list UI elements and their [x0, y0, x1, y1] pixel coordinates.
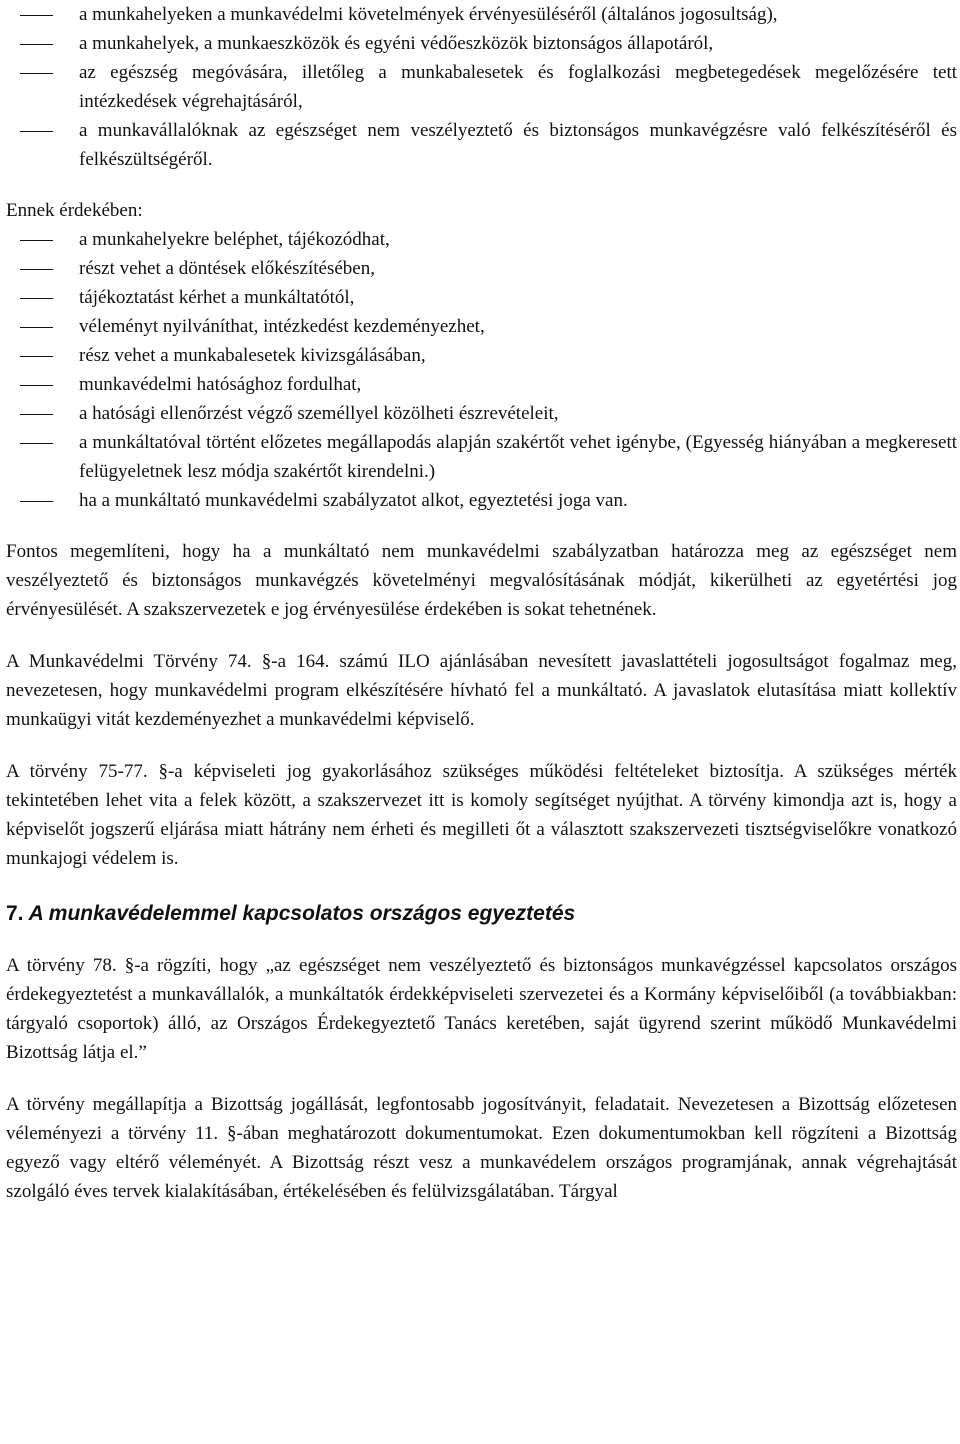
list-item: a munkahelyekre beléphet, tájékozódhat,	[6, 225, 957, 254]
section-heading	[6, 899, 957, 928]
list-item: a munkáltatóval történt előzetes megállapodás alapján szakértőt vehet igénybe, (Egyesség hiányában a megkeresett felügyeletnek lesz módja szakértőt kirendelni.)	[6, 428, 957, 486]
list-item: rész vehet a munkabalesetek kivizsgálásában,	[6, 341, 957, 370]
section-number: 7.	[6, 902, 24, 925]
powers-list	[6, 225, 957, 515]
list-item: a hatósági ellenőrzést végző személlyel közölheti észrevételeit,	[6, 399, 957, 428]
list-item: az egészség megóvására, illetőleg a munkabalesetek és foglalkozási megbetegedések megelőzésére tett intézkedések végrehajtásáról,	[6, 58, 957, 116]
paragraph-74: A Munkavédelmi Törvény 74. §-a 164. számú ILO ajánlásában nevesített javaslattételi jogosultságot fogalmaz meg, nevezetesen, hogy munkavédelmi program elkészítésére hívható fel a munkáltató. A javaslatok elutasítása miatt kollektív munkaügyi vitát kezdeményezhet a munkavédelmi képviselő.	[6, 651, 957, 730]
list-item: a munkavállalóknak az egészséget nem veszélyeztető és biztonságos munkavégzésre való felkészítéséről és felkészültségéről.	[6, 116, 957, 174]
list-item: tájékoztatást kérhet a munkáltatótól,	[6, 283, 957, 312]
paragraph-75-77: A törvény 75-77. §-a képviseleti jog gyakorlásához szükséges működési feltételeket biztosítja. A szükséges mérték tekintetében lehet vita a felek között, a szakszervezet itt is komoly segítséget nyújthat. A törvény kimondja azt is, hogy a képviselőt jogszerű eljárása miatt hátrány nem érheti és megilleti őt a választott szakszervezeti tisztségviselőkre vonatkozó munkajogi védelem is.	[6, 761, 957, 869]
paragraph-bizottsag: A törvény megállapítja a Bizottság jogállását, legfontosabb jogosítványit, feladatait. Nevezetesen a Bizottság előzetesen véleményezi a törvény 11. §-ában meghatározott dokumentumokat. Ezen dokumentumokban kell rögzíteni a Bizottság egyező vagy eltérő véleményét. A Bizottság részt vesz a munkavédelem országos programjának, annak végrehajtását szolgáló éves tervek kialakításában, értékelésében és felülvizsgálatában. Tárgyal	[6, 1094, 957, 1202]
list-item: a munkahelyeken a munkavédelmi követelmények érvényesüléséről (általános jogosultság),	[6, 0, 957, 29]
list-item: részt vehet a döntések előkészítésében,	[6, 254, 957, 283]
rights-list	[6, 0, 957, 174]
list-item: a munkahelyek, a munkaeszközök és egyéni védőeszközök biztonságos állapotáról,	[6, 29, 957, 58]
list-item: ha a munkáltató munkavédelmi szabályzatot alkot, egyeztetési joga van.	[6, 486, 957, 515]
list-item: munkavédelmi hatósághoz fordulhat,	[6, 370, 957, 399]
section-title: A munkavédelemmel kapcsolatos országos egyeztetés	[28, 902, 576, 925]
ennek-intro: Ennek érdekében:	[6, 200, 143, 221]
paragraph-fontos: Fontos megemlíteni, hogy ha a munkáltató nem munkavédelmi szabályzatban határozza meg az egészséget nem veszélyeztető és biztonságos munkavégzés követelményi megvalósításának módját, kikerülheti az egyetértési jog érvényesülését. A szakszervezetek e jog érvényesülése érdekében is sokat tehetnének.	[6, 541, 957, 620]
paragraph-78: A törvény 78. §-a rögzíti, hogy „az egészséget nem veszélyeztető és biztonságos munkavégzéssel kapcsolatos országos érdekegyeztetést a munkavállalók, a munkáltatók érdekképviseleti szervezetei és a Kormány képviselőiből (a továbbiakban: tárgyaló csoportok) álló, az Országos Érdekegyeztető Tanács keretében, saját ügyrend szerint működő Munkavédelmi Bizottság látja el.”	[6, 955, 957, 1063]
list-item: véleményt nyilváníthat, intézkedést kezdeményezhet,	[6, 312, 957, 341]
